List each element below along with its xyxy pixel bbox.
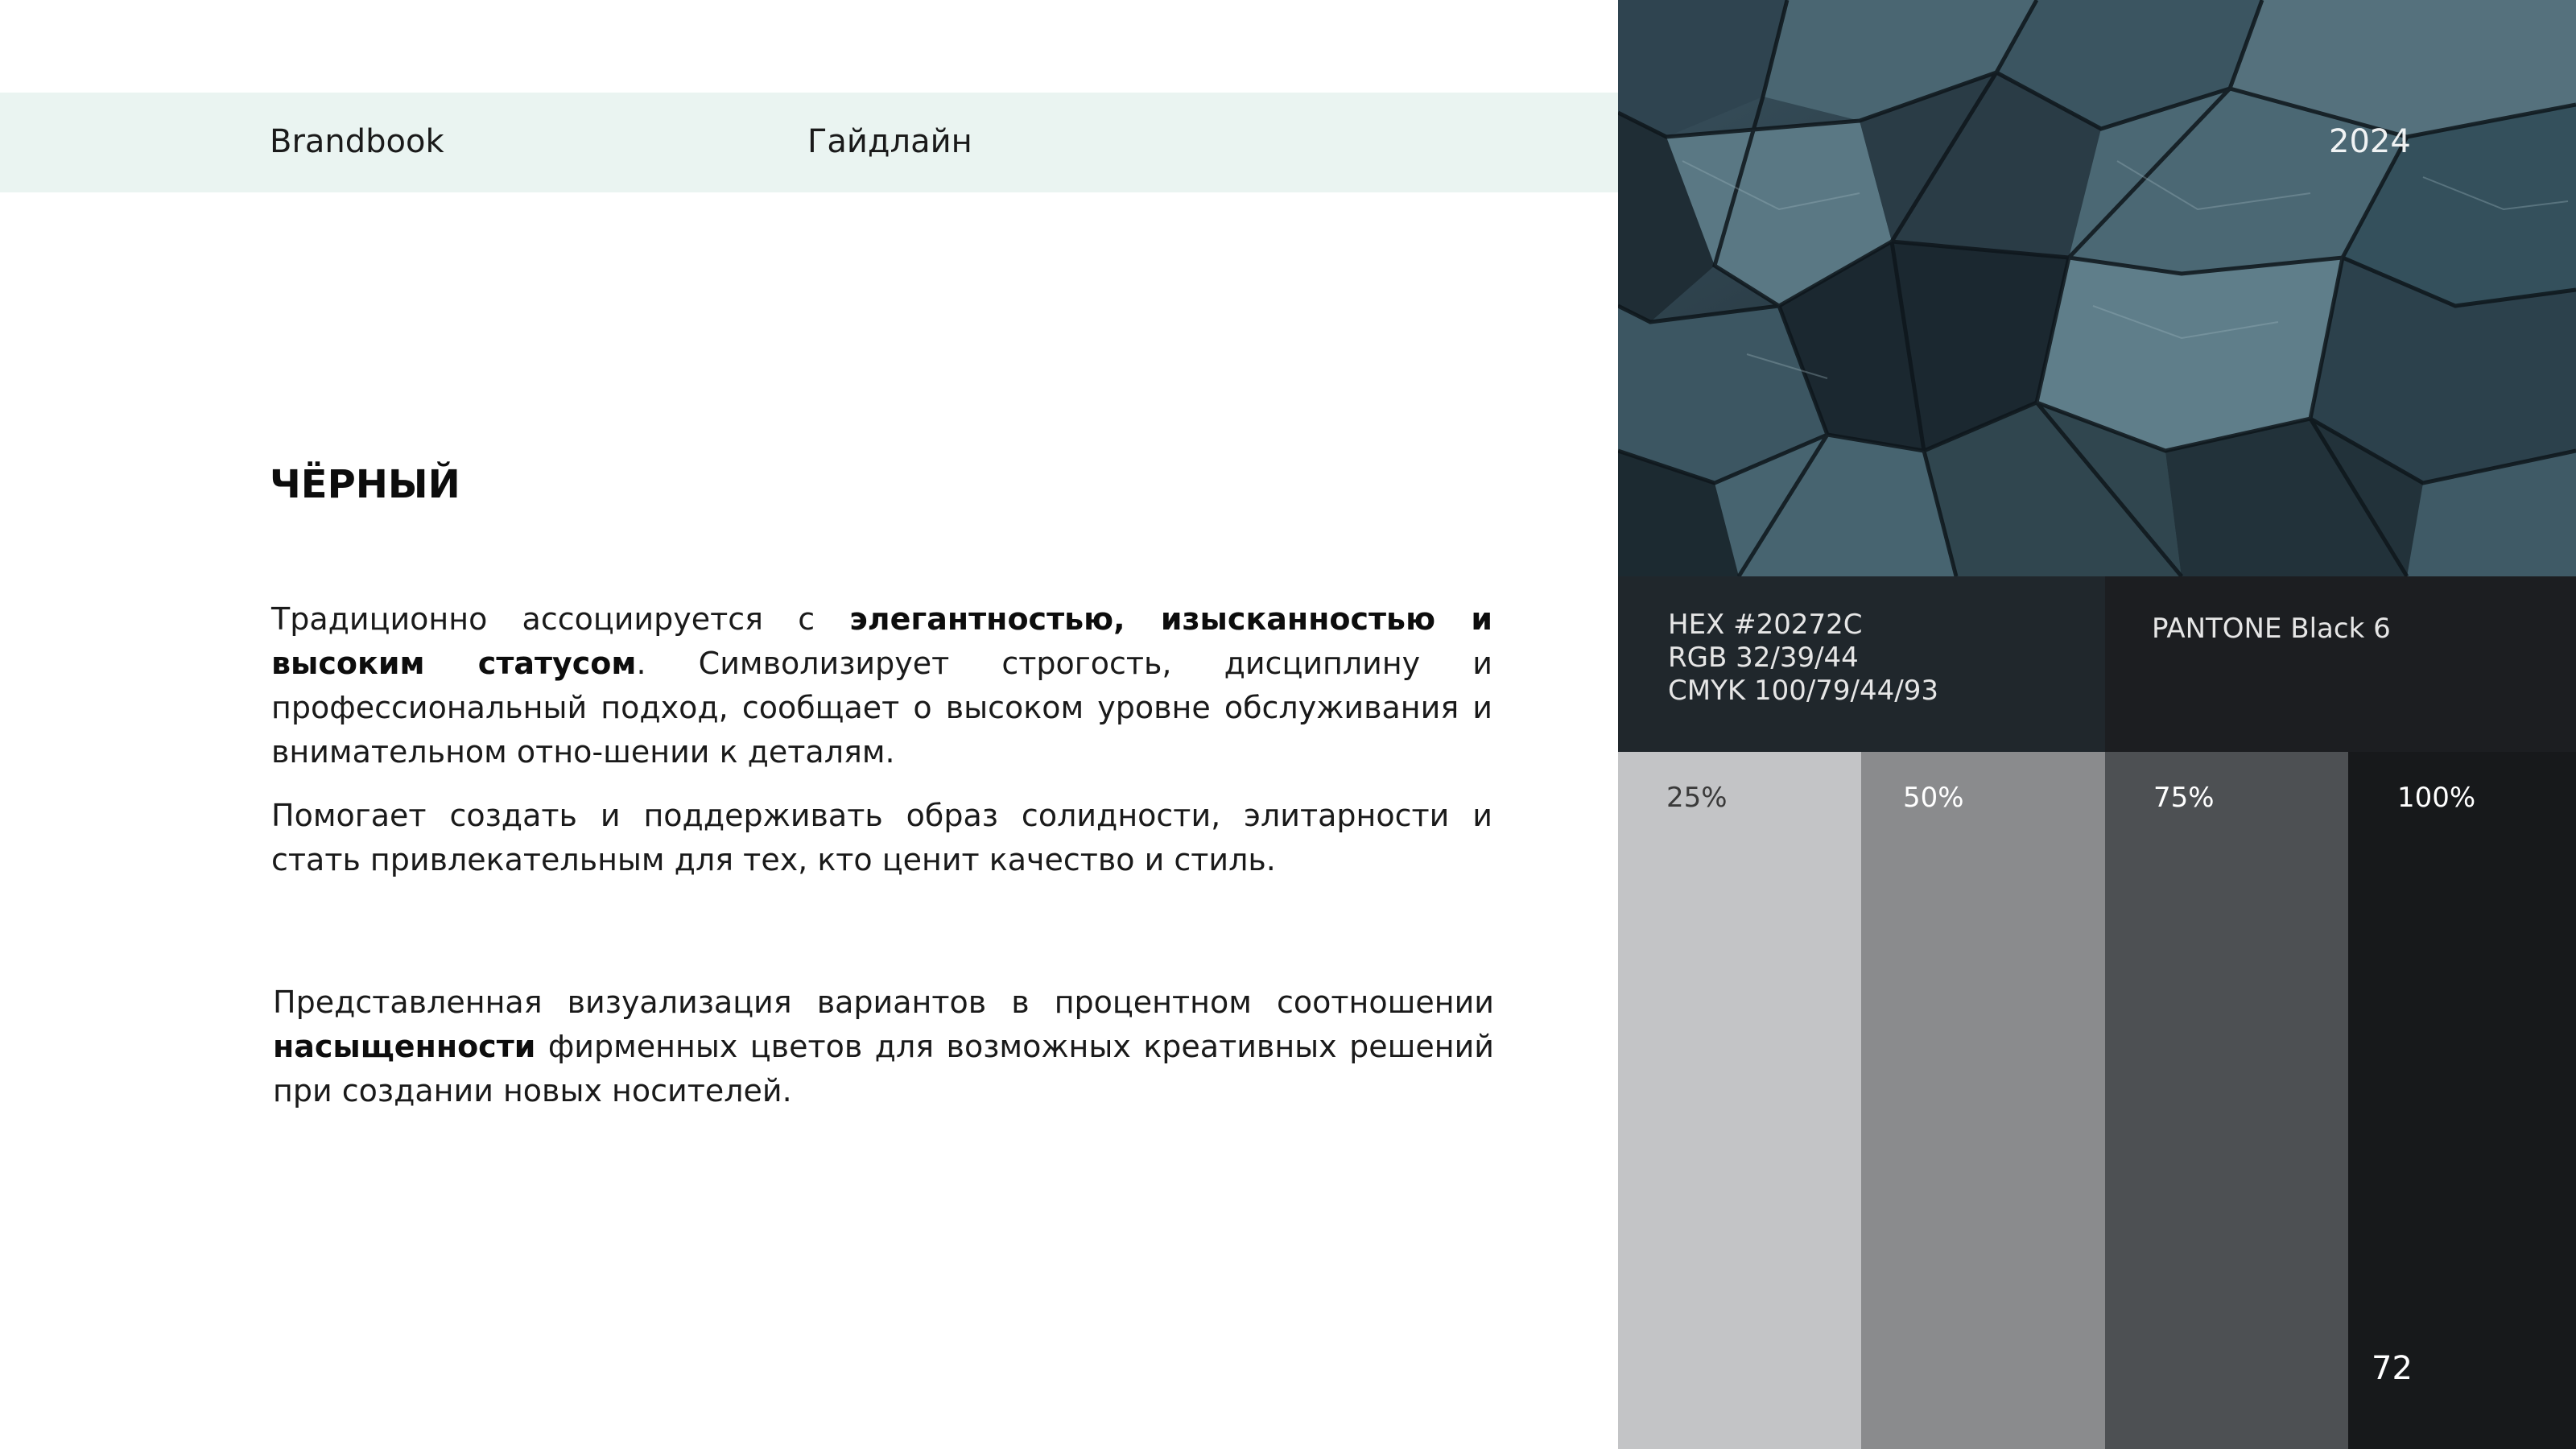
- header-brand: Brandbook: [270, 123, 444, 160]
- paragraph-saturation-intro: Представленная визуализация вариантов в процентном соотношении: [273, 985, 1494, 1020]
- paragraph-association-intro: Традиционно ассоциируется с: [271, 601, 850, 637]
- swatch-100: [2348, 752, 2576, 1449]
- cmyk-value: CMYK 100/79/44/93: [1668, 675, 1938, 707]
- paragraph-saturation-rest: фирменных цветов для возможных креативных решений при создании новых носителей.: [273, 1029, 1494, 1108]
- paragraph-benefit: Помогает создать и поддерживать образ солидности, элитарности и стать привлекательным для тех, кто ценит качество и стиль.: [271, 798, 1492, 877]
- swatch-75-label: 75%: [2153, 782, 2215, 814]
- paragraph-association-bold: элегантностью, изысканностью и высоким статусом: [271, 601, 1492, 681]
- paragraph-saturation-bold: насыщенности: [273, 1029, 536, 1064]
- paragraph-saturation: [273, 980, 1494, 1113]
- swatch-75: [2105, 752, 2348, 1449]
- header-year: 2024: [2329, 123, 2411, 160]
- swatch-50: [1861, 752, 2105, 1449]
- swatch-100-label: 100%: [2397, 782, 2476, 814]
- paragraph-association-rest: . Символизирует строгость, дисциплину и профессиональный подход, сообщает о высоком уровне обслуживания и внимательном отно-шении к деталям.: [271, 646, 1492, 770]
- header-section: Гайдлайн: [807, 123, 972, 160]
- swatch-50-label: 50%: [1903, 782, 1964, 814]
- pantone-value: PANTONE Black 6: [2152, 613, 2391, 645]
- page-number: 72: [2372, 1350, 2413, 1387]
- swatch-25-label: 25%: [1666, 782, 1728, 814]
- black-stone-texture-image: [1618, 0, 2576, 576]
- swatch-25: [1618, 752, 1861, 1449]
- color-title: ЧЁРНЫЙ: [270, 462, 460, 507]
- rgb-value: RGB 32/39/44: [1668, 642, 1859, 674]
- pantone-panel: [2105, 576, 2576, 752]
- paragraph-association: [271, 597, 1492, 774]
- hex-value: HEX #20272C: [1668, 609, 1863, 641]
